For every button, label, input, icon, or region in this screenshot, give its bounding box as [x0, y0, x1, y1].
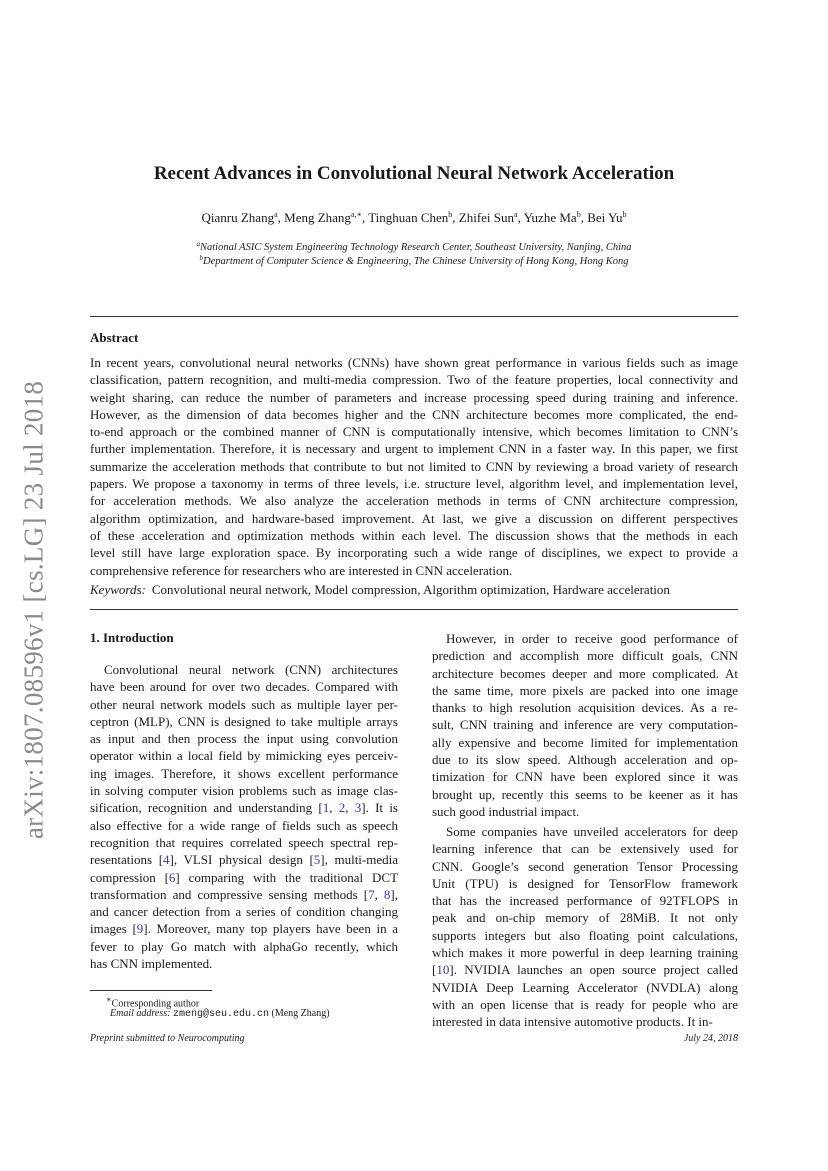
text-line: interested in data intensive automotive products. It in-	[432, 1014, 713, 1030]
affiliation-a	[90, 240, 738, 253]
author-name: Zhifei Sun	[458, 210, 515, 225]
keywords-line	[90, 582, 670, 598]
text-line: in solving computer vision problems such as image clas-	[90, 783, 398, 799]
footer-preprint-note: Preprint submitted to Neurocomputing	[90, 1033, 245, 1044]
text-line: NVIDIA Deep Learning Accelerator (NVDLA) along	[432, 979, 738, 995]
text-line: In recent years, convolutional neural networks (CNNs) have shown great performance in various fields such as image	[90, 355, 738, 370]
text-line: other neural network models such as multiple layer per-	[90, 696, 398, 712]
text-line: compression [6] comparing with the traditional DCT	[90, 869, 398, 885]
author-name: Qianru Zhang	[201, 210, 275, 225]
abstract-body	[90, 354, 738, 579]
text-line: ceptron (MLP), CNN is designed to take multiple arrays	[90, 713, 398, 729]
keywords-label: Keywords:	[90, 582, 146, 597]
text-line: of these acceleration and optimization methods within each level. The discussion shows that the methods in each	[90, 527, 738, 543]
text-line: images [9]. Moreover, many top players have been in a	[90, 921, 398, 937]
footnote-rule	[90, 990, 212, 991]
author-name: Bei Yu	[587, 210, 623, 225]
section-heading-introduction: 1. Introduction	[90, 630, 174, 645]
citation-link[interactable]: 7	[368, 886, 375, 902]
email-owner: (Meng Zhang)	[271, 1008, 330, 1019]
author-affiliation-marker: a	[514, 210, 518, 219]
author-name: Meng Zhang	[284, 210, 351, 225]
paper-title: Recent Advances in Convolutional Neural Network Acceleration	[153, 163, 675, 184]
text-line: for acceleration methods. We also analyze the acceleration methods in terms of CNN architecture compression,	[90, 493, 738, 509]
text-line: weight sharing, can reduce the number of parameters and increase processing speed during training and inference.	[90, 389, 738, 405]
intro-left-column	[90, 661, 398, 972]
author-affiliation-marker: b	[448, 210, 453, 219]
text-line: However, in order to receive good performance of	[446, 631, 738, 646]
text-line: has CNN implemented.	[90, 956, 213, 972]
text-line: Unit (TPU) is designed for TensorFlow framework	[432, 875, 738, 891]
citation-link[interactable]: 6	[168, 869, 176, 885]
text-line: fever to play Go match with alphaGo recently, which	[90, 938, 398, 954]
text-line: classification, pattern recognition, and multi-media compression. Two of the feature properties, local connectivity and	[90, 372, 738, 388]
text-line: learning inference that can be extensively used for	[432, 841, 738, 857]
citation-link[interactable]: 5	[313, 852, 321, 868]
citation-link[interactable]: 10	[436, 962, 450, 978]
author-affiliation-marker: b	[622, 210, 627, 219]
text-line: peak and on-chip memory of 28MiB. It not only	[432, 910, 738, 926]
footer-date: July 24, 2018	[683, 1033, 738, 1044]
text-line: sult, CNN training and inference are very computation-	[432, 717, 738, 733]
text-line: Some companies have unveiled accelerators for deep	[446, 824, 738, 839]
text-line: which makes it more powerful in deep learning training	[432, 945, 738, 961]
text-line: summarize the acceleration methods that contribute to but not limited to CNN by reviewing a broad variety of research	[90, 458, 738, 474]
intro-right-paragraph-1	[432, 630, 738, 820]
email-address[interactable]: zmeng@seu.edu.cn	[172, 1009, 269, 1020]
text-line: supports integers but also floating point calculations,	[432, 927, 738, 943]
text-line: CNN. Google’s second generation Tensor Processing	[432, 858, 738, 874]
text-line: and cancer detection from a series of condition changing	[90, 904, 398, 920]
intro-right-paragraph-2	[432, 823, 738, 1031]
text-line: further implementation. Therefore, it is necessary and urgent to implement CNN in a faster way. In this paper, we first	[90, 441, 738, 457]
affiliation-b	[90, 254, 738, 267]
text-line: However, as the dimension of data becomes higher and the CNN architecture becomes more complicated, the end-	[90, 406, 738, 422]
text-line: operator within a local field by mimicking eyes perceiv-	[90, 748, 398, 764]
author-affiliation-marker: b	[576, 210, 581, 219]
text-line: ally expensive and become limited for implementation	[432, 734, 738, 750]
affiliation-marker: a	[196, 240, 200, 248]
affiliation-text: Department of Computer Science & Engineering, The Chinese University of Hong Kong, Hong Kong	[203, 256, 629, 267]
author-affiliation-marker: a	[274, 210, 278, 219]
affiliation-marker: b	[199, 254, 203, 262]
author-list: Qianru Zhang$^a$, Meng Zhang$^{a,∗}$, Tinghuan Chen$^b$, Zhifei Sun$^a$, Yuzhe Ma$^b$, Bei Yu$^b$	[201, 210, 627, 225]
footnote-corresponding-text: Corresponding author	[111, 998, 200, 1010]
text-line: prediction and accomplish more difficult goals, CNN	[432, 648, 738, 664]
citation-link[interactable]: 4	[163, 852, 170, 868]
text-line: brought up, recently this seems to be keener as it has	[432, 786, 738, 802]
author-name: Tinghuan Chen	[368, 210, 449, 225]
text-line: ing images. Therefore, it shows excellent performance	[90, 765, 398, 781]
text-line: with an open license that is ready for people who are	[432, 996, 738, 1012]
citation-link[interactable]: 8	[383, 886, 391, 902]
email-label: Email address:	[110, 1008, 171, 1019]
text-line: algorithm optimization, and hardware-based improvement. At last, we give a discussion on different perspectives	[90, 510, 738, 526]
text-line: the same time, more pixels are packed into one image	[432, 682, 738, 698]
text-line: comprehensive reference for researchers who are interested in CNN acceleration.	[90, 562, 513, 578]
citation-link[interactable]: 3	[354, 800, 362, 816]
arxiv-identifier: arXiv:1807.08596v1 [cs.LG] 23 Jul 2018	[18, 380, 49, 840]
text-line: resentations [4], VLSI physical design [5], multi-media	[90, 852, 398, 868]
abstract-heading: Abstract	[90, 330, 139, 345]
affiliation-text: National ASIC System Engineering Technology Research Center, Southeast University, Nanjing, China	[199, 242, 632, 253]
citation-link[interactable]: 1	[322, 800, 330, 816]
text-line: as input and then process the input using convolution	[90, 731, 398, 747]
text-line: thanks to high resolution acquisition devices. As a re-	[432, 700, 738, 716]
footnote-email	[110, 1008, 330, 1020]
text-line: that has the increased performance of 92TFLOPS in	[432, 893, 738, 909]
citation-link[interactable]: 9	[136, 921, 144, 937]
text-line: also effective for a wide range of fields such as speech	[90, 817, 398, 833]
text-line: recognition that requires correlated speech spectral rep-	[90, 834, 398, 850]
keywords-rule	[90, 609, 738, 610]
text-line: due to its slow speed. Although acceleration and op-	[432, 752, 738, 768]
text-line: transformation and compressive sensing methods [7, 8],	[90, 886, 398, 902]
text-line: timization for CNN have been explored since it was	[432, 769, 738, 785]
author-name: Yuzhe Ma	[523, 210, 577, 225]
keywords-text: Convolutional neural network, Model compression, Algorithm optimization, Hardware acceleration	[151, 582, 670, 597]
text-line: papers. We propose a taxonomy in terms of three levels, i.e. structure level, algorithm level, and implementation level,	[90, 476, 738, 492]
text-line: to-end approach or the combined manner of CNN is computationally intensive, which becomes limitation to CNN’s	[90, 424, 738, 440]
text-line: such good industrial impact.	[432, 803, 580, 819]
text-line: sification, recognition and understanding [1, 2, 3]. It is	[90, 800, 398, 816]
citation-link[interactable]: 2	[338, 800, 346, 816]
footnote-marker: ∗	[106, 995, 112, 1004]
text-line: [10]. NVIDIA launches an open source project called	[432, 962, 738, 978]
text-line: Convolutional neural network (CNN) architectures	[104, 662, 398, 677]
text-line: level still have large exploration space. By incorporating such a wide range of disciplines, we expect to provide a	[90, 545, 738, 561]
author-affiliation-marker: a,∗	[350, 210, 362, 219]
text-line: have been around for over two decades. Compared with	[90, 679, 398, 695]
text-line: architecture becomes deeper and more complicated. At	[432, 665, 738, 681]
header-rule	[90, 316, 738, 317]
arxiv-sidebar-stamp	[4, 370, 64, 850]
